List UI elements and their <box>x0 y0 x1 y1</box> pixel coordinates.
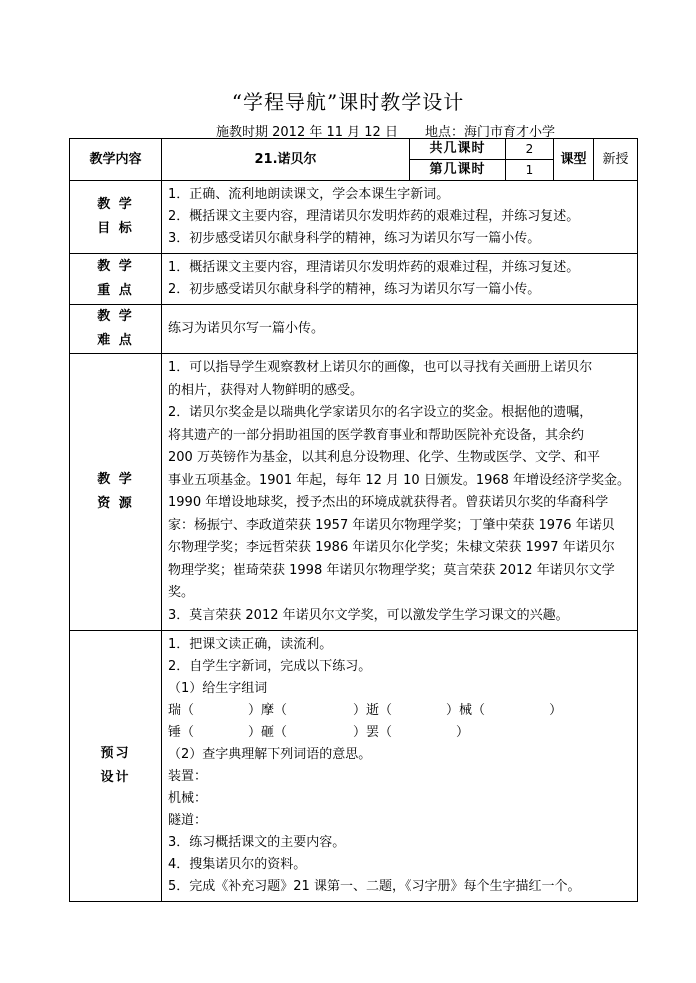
content-label: 教学内容 <box>70 139 162 181</box>
resources-content <box>162 354 638 631</box>
preview-line: 1．把课文读正确，读流利。 <box>168 637 333 652</box>
preview-line: 3．练习概括课文的主要内容。 <box>168 835 346 850</box>
teaching-place: 地点：海门市育才小学 <box>425 125 556 140</box>
resource-line: 1．可以指导学生观察教材上诺贝尔的画像，也可以寻找有关画册上诺贝尔 <box>168 360 593 375</box>
goals-content <box>162 181 638 254</box>
preview-line: （1）给生字组词 <box>168 681 268 696</box>
current-period-label: 第几课时 <box>410 160 506 181</box>
difficulty-content: 练习为诺贝尔写一篇小传。 <box>162 305 638 354</box>
preview-label: 预习 设计 <box>70 631 162 902</box>
preview-line: 5．完成《补充习题》21 课第一、二题，《习字册》每个生字描红一个。 <box>168 879 581 894</box>
resource-line: 2．诺贝尔奖金是以瑞典化学家诺贝尔的名字设立的奖金。根据他的遗嘱， <box>168 405 593 420</box>
resource-line: 1990 年增设地球奖，授予杰出的环境成就获得者。曾获诺贝尔奖的华裔科学 <box>168 495 609 510</box>
focus-content <box>162 254 638 305</box>
goal-item: 3．初步感受诺贝尔献身科学的精神，练习为诺贝尔写一篇小传。 <box>168 231 541 246</box>
goal-item: 2．概括课文主要内容，理清诺贝尔发明炸药的艰难过程，并练习复述。 <box>168 209 580 224</box>
resource-line: 尔物理学奖；李远哲荣获 1986 年诺贝尔化学奖；朱棣文荣获 1997 年诺贝尔 <box>168 540 615 555</box>
lesson-type-label: 课型 <box>554 139 594 181</box>
total-periods-label: 共几课时 <box>410 139 506 160</box>
word-exercise-row-1: 瑞（ ）摩（ ）逝（ ）械（ ） <box>168 703 563 718</box>
resource-line: 奖。 <box>168 585 195 600</box>
focus-item: 1．概括课文主要内容，理清诺贝尔发明炸药的艰难过程，并练习复述。 <box>168 260 580 275</box>
lesson-plan-table <box>69 138 638 902</box>
lesson-title: 21.诺贝尔 <box>162 139 410 181</box>
resource-line: 物理学奖；崔琦荣获 1998 年诺贝尔物理学奖；莫言荣获 2012 年诺贝尔文学 <box>168 562 615 578</box>
preview-content <box>162 631 638 902</box>
goal-item: 1．正确、流利地朗读课文，学会本课生字新词。 <box>168 187 450 202</box>
resource-line: 的相片，获得对人物鲜明的感受。 <box>168 382 364 398</box>
focus-label: 教 学 重 点 <box>70 254 162 305</box>
preview-line: 隧道： <box>168 813 208 828</box>
page-title: “学程导航”课时教学设计 <box>231 90 465 114</box>
teaching-date: 施教时期 2012 年 11 月 12 日 <box>216 125 398 140</box>
word-exercise-row-2: 锤（ ）砸（ ）罢（ ） <box>168 725 470 740</box>
resource-line: 家：杨振宁、李政道荣获 1957 年诺贝尔物理学奖；丁肇中荣获 1976 年诺贝 <box>168 517 615 533</box>
resource-line: 将其遗产的一部分捐助祖国的医学教育事业和帮助医院补充设备，其余约 <box>168 427 585 443</box>
preview-line: 2．自学生字新词，完成以下练习。 <box>168 659 372 674</box>
resource-line: 事业五项基金。1901 年起，每年 12 月 10 日颁发。1968 年增设经济学奖金。 <box>168 472 631 488</box>
focus-item: 2．初步感受诺贝尔献身科学的精神，练习为诺贝尔写一篇小传。 <box>168 282 541 297</box>
goals-label: 教 学 目 标 <box>70 181 162 254</box>
current-period-value: 1 <box>506 160 554 181</box>
preview-line: （2）查字典理解下列词语的意思。 <box>168 747 372 762</box>
lesson-type-value: 新授 <box>594 139 638 181</box>
total-periods-value: 2 <box>506 139 554 160</box>
preview-line: 4．搜集诺贝尔的资料。 <box>168 857 307 872</box>
preview-line: 装置： <box>168 769 208 784</box>
resource-line: 3．莫言荣获 2012 年诺贝尔文学奖，可以激发学生学习课文的兴趣。 <box>168 607 569 623</box>
resources-label: 教 学 资 源 <box>70 354 162 631</box>
difficulty-label: 教 学 难 点 <box>70 305 162 354</box>
preview-line: 机械： <box>168 791 208 806</box>
resource-line: 200 万英镑作为基金，以其利息分设物理、化学、生物或医学、文学、和平 <box>168 450 600 465</box>
